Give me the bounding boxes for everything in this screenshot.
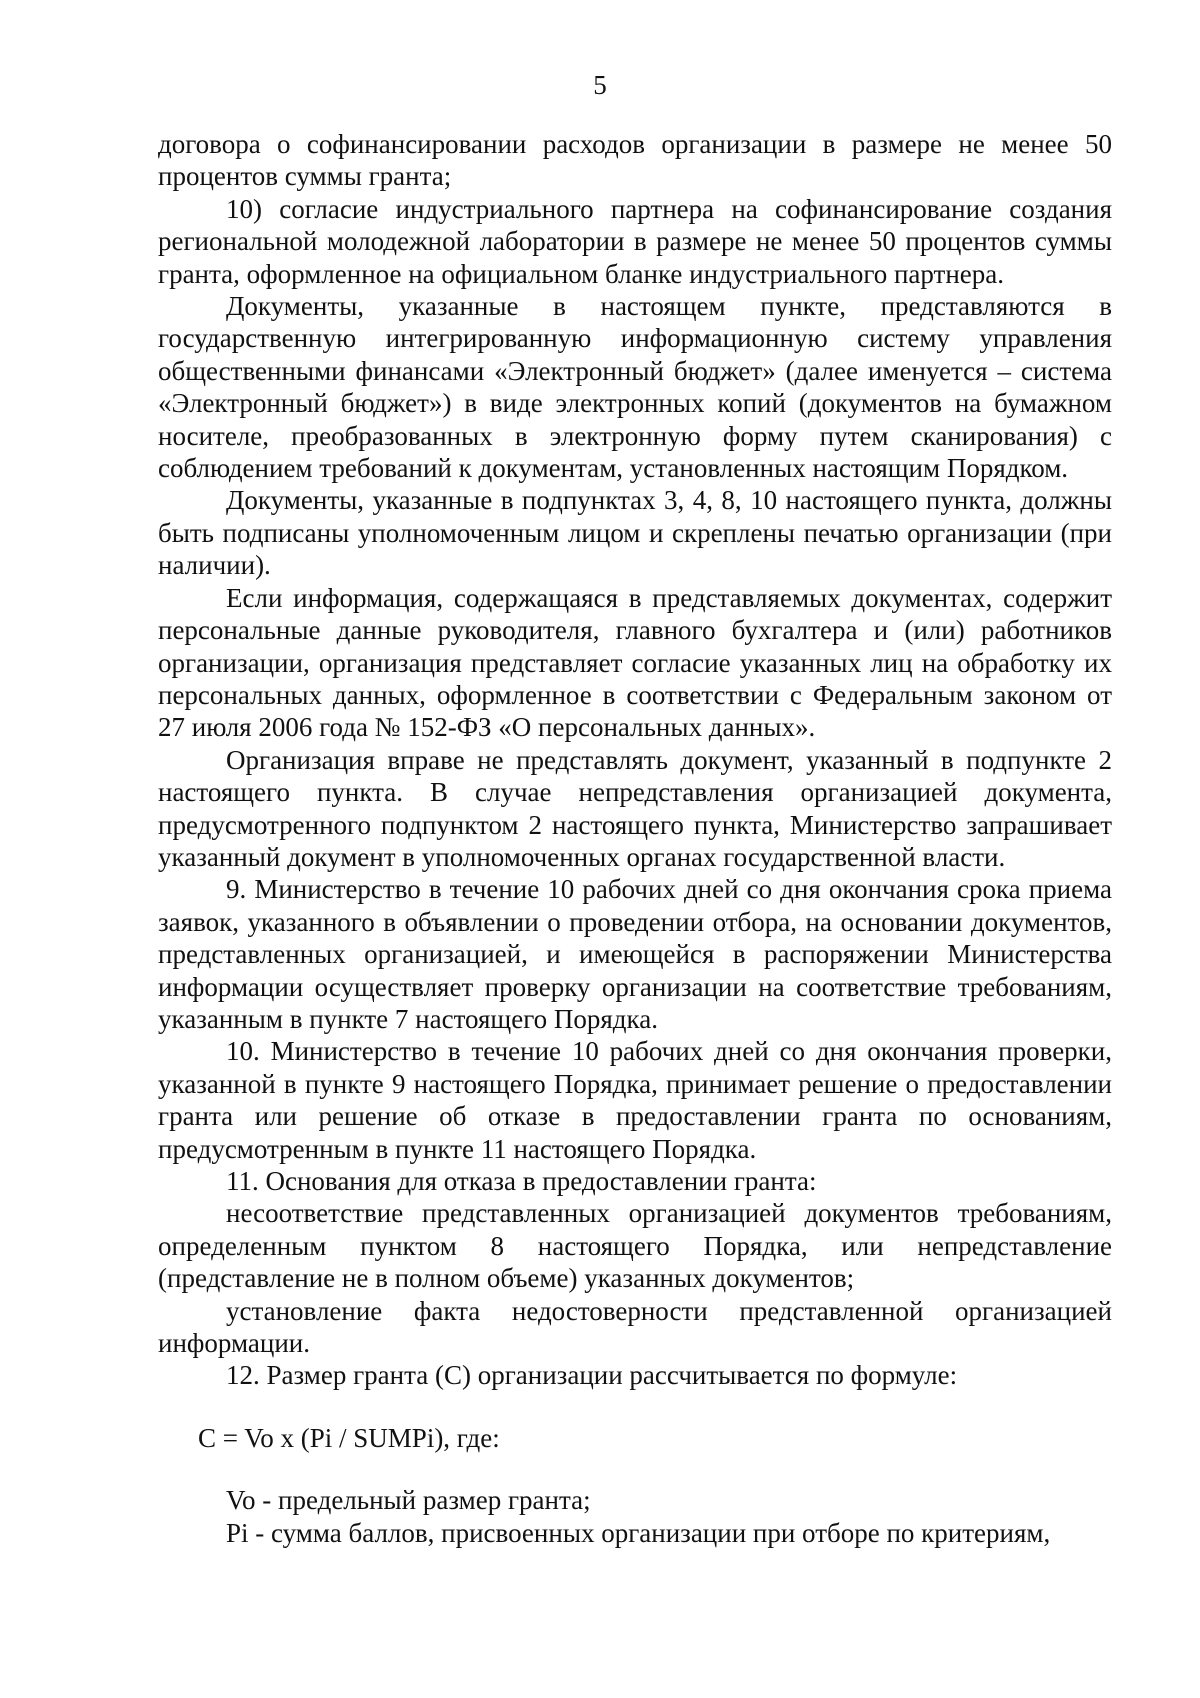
paragraph-continuation: договора о софинансировании расходов организации в размере не менее 50 процентов суммы гранта; [158, 129, 1112, 192]
paragraph-clause-9: 9. Министерство в течение 10 рабочих дней со дня окончания срока приема заявок, указанного в объявлении о проведении отбора, на основании документов, представленных организацией, и имеющейся в распоряжении Министерства информации осуществляет проверку организации на соответствие требованиям, указанным в пункте 7 настоящего Порядка. [158, 874, 1112, 1034]
grant-formula: C = Vo x (Pi / SUMPi), где: [198, 1422, 500, 1453]
paragraph-documents-submission: Документы, указанные в настоящем пункте, представляются в государственную интегрированную информационную систему управления общественными финансами «Электронный бюджет» (далее именуется – система «Электронный бюджет») в виде электронных копий (документов на бумажном носителе, преобразованных в электронную форму путем сканирования) с соблюдением требований к документам, установленных настоящим Порядком. [158, 291, 1112, 484]
paragraph-clause-10: 10. Министерство в течение 10 рабочих дней со дня окончания проверки, указанной в пункте 9 настоящего Порядка, принимает решение о предоставлении гранта или решение об отказе в предоставлении гранта по основаниям, предусмотренным в пункте 11 настоящего Порядка. [158, 1036, 1112, 1164]
paragraph-personal-data: Если информация, содержащаяся в представляемых документах, содержит персональные данные руководителя, главного бухгалтера и (или) работников организации, организация представляет согласие указанных лиц на обработку их персональных данных, оформленное в соответствии с Федеральным законом от 27 июля 2006 года № 152-ФЗ «О персональных данных». [158, 582, 1112, 743]
formula-legend-vo: Vo - предельный размер гранта; [226, 1485, 591, 1516]
paragraph-organization-right: Организация вправе не представлять документ, указанный в подпункте 2 настоящего пункта. В случае непредставления организацией документа, предусмотренного подпунктом 2 настоящего пункта, Министерство запрашивает указанный документ в уполномоченных органах государственной власти. [158, 744, 1112, 872]
paragraph-clause-12: 12. Размер гранта (С) организации рассчитывается по формуле: [226, 1360, 958, 1391]
paragraph-clause-11: 11. Основания для отказа в предоставлении гранта: [226, 1166, 817, 1196]
paragraph-item-10: 10) согласие индустриального партнера на софинансирование создания региональной молодежной лаборатории в размере не менее 50 процентов суммы гранта, оформленное на официальном бланке индустриального партнера. [158, 193, 1112, 289]
formula-legend-pi: Pi - сумма баллов, присвоенных организации при отборе по критериям, [226, 1517, 1051, 1548]
paragraph-documents-signature: Документы, указанные в подпунктах 3, 4, 8, 10 настоящего пункта, должны быть подписаны уполномоченным лицом и скреплены печатью организации (при наличии). [158, 485, 1112, 581]
document-body [158, 128, 1112, 1549]
page-number: 5 [593, 70, 607, 100]
paragraph-refusal-ground-1: несоответствие представленных организацией документов требованиям, определенным пунктом 8 настоящего Порядка, или непредставление (представление не в полном объеме) указанных документов; [158, 1198, 1112, 1294]
paragraph-refusal-ground-2: установление факта недостоверности представленной организацией информации. [158, 1295, 1112, 1359]
